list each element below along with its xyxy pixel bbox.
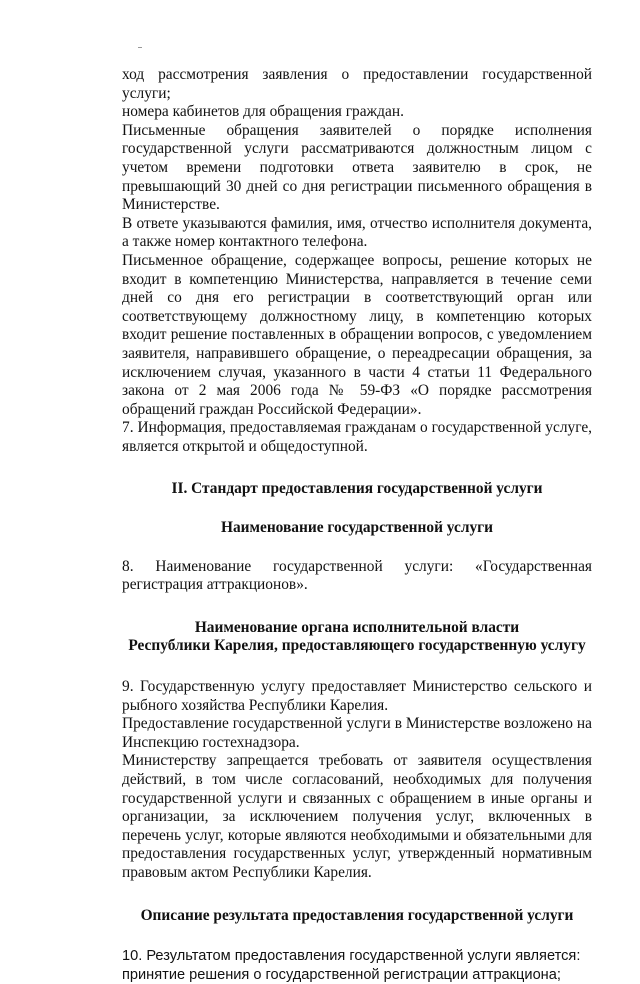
paragraph-text: 9. Государственную услугу предоставляет Министерство сельского и рыбного хозяйства Республики Карелия. [122,678,592,714]
document-body [122,66,592,984]
paragraph-text: 7. Информация, предоставляемая гражданам о государственной услуге, является открытой и общедоступной. [122,419,592,455]
paragraph [122,252,592,419]
paragraph-line: номера кабинетов для обращения граждан. [122,103,404,121]
paragraph [122,715,592,752]
paragraph [122,752,592,882]
paragraph-text: В ответе указываются фамилия, имя, отчество исполнителя документа, а также номер контактного телефона. [122,214,592,251]
paragraph-text: Письменные обращения заявителей о порядке исполнения государственной услуги рассматриваются должностным лицом с учетом времени подготовки ответа заявителю в срок, не превышающий 30 дней со дня регистрации письменного обращения в Министерстве. [122,121,592,214]
paragraph-text: Письменное обращение, содержащее вопросы, решение которых не входит в компетенцию Министерства, направляется в течение семи дней со дня его регистрации в соответствующий орган или соответствующему должностному лицу, в компетенцию которых входит решение поставленных в обращении вопросов, с уведомлением заявителя, направившего обращение, о переадресации обращения, за исключением случая, указанного в части 4 статьи 11 Федерального закона от 2 мая 2006 года № 59-ФЗ «О порядке рассмотрения обращений граждан Российской Федерации». [122,251,592,418]
paragraph-text: Предоставление государственной услуги в Министерстве возложено на Инспекцию гостехнадзора. [122,715,592,751]
paragraph [122,215,592,252]
paragraph-text: Министерству запрещается требовать от заявителя осуществления действий, в том числе согласований, необходимых для получения государственной услуги и связанных с обращением в иные органы и организации, за исключением получения услуг, включенных в перечень услуг, которые являются необходимыми и обязательными для предоставления государственных услуг, утвержденный нормативным правовым актом Республики Карелия. [122,752,592,881]
subsection-heading: Наименование органа исполнительной власти [194,618,520,636]
paragraph-line: принятие решения о государственной регистрации аттракциона; [122,966,561,983]
paragraph-line: ход рассмотрения заявления о предоставлении государственной услуги; [122,66,592,102]
paragraph [122,678,592,715]
paragraph [122,419,592,456]
subsection-heading: Республики Карелия, предоставляющего государственную услугу [128,637,586,655]
paragraph-line: 10. Результатом предоставления государственной услуги является: [122,948,581,965]
paragraph [122,122,592,215]
scan-mark [138,47,142,48]
subsection-heading: Описание результата предоставления государственной услуги [140,906,574,924]
subsection-heading: Наименование государственной услуги [220,519,494,537]
paragraph-text: 8. Наименование государственной услуги: «Государственная регистрация аттракционов». [122,557,592,594]
paragraph [122,558,592,595]
section-title: II. Стандарт предоставления государственной услуги [171,480,543,498]
